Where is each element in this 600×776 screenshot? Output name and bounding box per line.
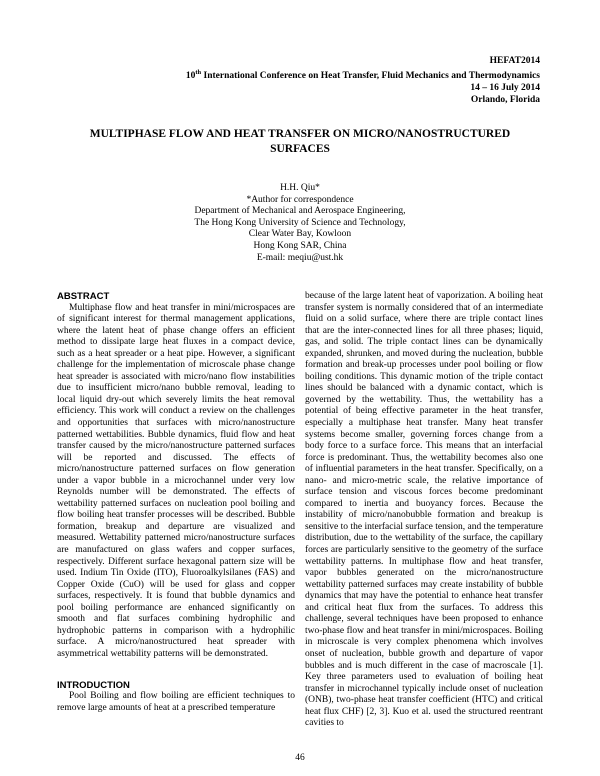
conference-dates: 14 – 16 July 2014 [470, 83, 540, 94]
author-university: The Hong Kong University of Science and Technology, [194, 217, 406, 228]
conference-edition-number: 10 [185, 71, 196, 82]
conference-edition-ordinal: th [195, 69, 202, 76]
conference-location: Orlando, Florida [470, 95, 540, 106]
abstract-heading: ABSTRACT [57, 291, 110, 302]
author-block [60, 183, 540, 264]
correspondence-note: *Author for correspondence [246, 194, 354, 205]
author-department: Department of Mechanical and Aerospace Engineering, [194, 206, 406, 217]
conference-header [60, 55, 540, 106]
author-name: H.H. Qiu* [280, 183, 320, 193]
conference-name: HEFAT2014 [489, 56, 540, 66]
page-number: 46 [295, 753, 305, 763]
left-column [57, 291, 295, 730]
conference-title-line [60, 67, 540, 82]
right-column-text: because of the large latent heat of vaporization. A boiling heat transfer system is normally considered that of an intermediate fluid on a solid surface, where there are triple contact lines that are the inter-connected lines for all three phases; liquid, gas, and solid. The triple contact lines can be dynamically expanded, shrunken, and moved during the nucleation, bubble formation and break-up processes under pool boiling or flow boiling conditions. This dynamic motion of the triple contact lines should be balanced with a dynamic contact, which is governed by the wettability. Thus, the wettability has a potential of being effective parameter in the heat transfer, especially a multiphase heat transfer. Many heat transfer systems become smaller, governing forces change from a body force to a surface force. This means that an interfacial force is predominant. Thus, the wettability becomes also one of influential parameters in the heat transfer. Specifically, on a nano- and micro-metric scale, the relative importance of surface tension and viscous forces become predominant compared to inertia and buoyancy forces. Because the instability of micro/nanobubble formation and breakup is sensitive to the interfacial surface tension, and the temperature distribution, due to the wettability of the surface, the capillary forces are particularly sensitive to the geometry of the surface wettability patterns. In multiphase flow and heat transfer, vapor bubbles generated on the micro/nanostructure wettability patterned surfaces may create instability of bubble dynamics that may have the potential to enhance heat transfer and critical heat flux from the surfaces. To address this challenge, several techniques have been proposed to enhance two-phase flow and heat transfer in mini/microspaces. Boiling in microscale is very complex phenomena which involves onset of nucleation, bubble growth and departure of vapor bubbles and is much different in the case of macroscale [1]. Key three parameters used to evaluation of boiling heat transfer in microchannel typically include onset of nucleation (ONB), two-phase heat transfer coefficient (HTC) and critical heat flux CHF) [2, 3]. Kuo et al. used the structured reentrant cavities to [305, 291, 543, 729]
body-columns [57, 291, 543, 730]
author-email: E-mail: meqiu@ust.hk [256, 252, 344, 263]
introduction-heading: INTRODUCTION [57, 679, 130, 691]
paper-title: MULTIPHASE FLOW AND HEAT TRANSFER ON MICRO/NANOSTRUCTURED SURFACES [89, 128, 511, 155]
introduction-text: Pool Boiling and flow boiling are efficient techniques to remove large amounts of heat at a prescribed temperature [57, 691, 295, 713]
right-column [305, 291, 543, 730]
author-address-line2: Hong Kong SAR, China [253, 240, 347, 251]
abstract-text: Multiphase flow and heat transfer in mini/microspaces are of significant interest for thermal management applications, where the latent heat of phase change offers an efficient method to dissipate large heat fluxes in a compact device, such as a heat spreader or a heat pipe. However, a significant challenge for the implementation of microscale phase change heat spreader is associated with micro/nano flow instabilities due to insufficient micro/nano bubble removal, leading to local liquid dry-out which severely limits the heat removal efficiency. This work will conduct a review on the challenges and opportunities that surfaces with micro/nanostructure patterned wettabilities. Bubble dynamics, fluid flow and heat transfer caused by the micro/nanostructure patterned surfaces will be reported and discussed. The effects of micro/nanostructure patterned surfaces on flow generation under a vapor bubble in a microchannel under very low Reynolds number will be demonstrated. The effects of wettability patterned surfaces on nucleation pool boiling and flow boiling heat transfer processes will be described. Bubble formation, breakup and departure are visualized and measured. Wettability patterned micro/nanostructure surfaces are manufactured on glass wafers and copper surfaces, respectively. Different surface hexagonal pattern size will be used. Indium Tin Oxide (ITO), Fluoroalkylsilanes (FAS) and Copper Oxide (CuO) will be used for glass and copper surfaces, respectively. It is found that bubble dynamics and pool boiling performance are enhanced significantly on smooth and flat surfaces combining hydrophilic and hydrophobic patterns in comparison with a hydrophilic surface. A micro/nanostructured heat spreader with asymmetrical wettability patterns will be demonstrated. [57, 302, 295, 659]
author-address-line1: Clear Water Bay, Kowloon [248, 229, 352, 240]
conference-title-text: International Conference on Heat Transfer, Fluid Mechanics and Thermodynamics [201, 71, 540, 82]
